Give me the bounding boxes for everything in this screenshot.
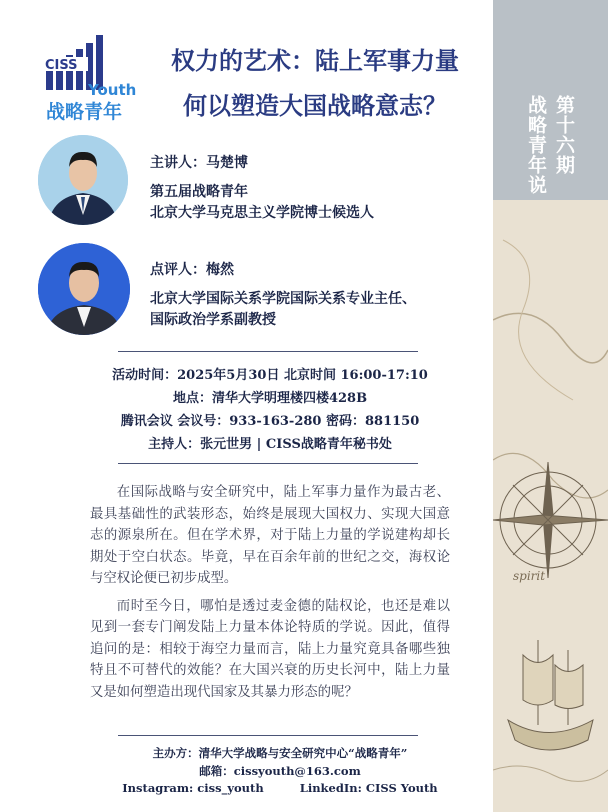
intro-paragraph-1: 在国际战略与安全研究中，陆上军事力量作为最古老、最具基础性的武装形态，始终是展现大国权力、实现大国意志的源泉所在。但在学术界，对于陆上力量的学说建构却长期处于空白状态。毕竟，早在百余年前的世纪之交，海权论与空权论便已初步成型。 (90, 485, 450, 586)
series-label: 第十六期 (553, 95, 575, 175)
speaker-title-1: 第五届战略青年 (150, 184, 248, 200)
instagram-handle: Instagram: ciss_youth (122, 781, 264, 795)
speaker-info (150, 153, 374, 224)
divider-middle (118, 463, 418, 464)
event-host: 主持人：张元世男 | CISS战略青年秘书处 (148, 437, 392, 452)
linkedin-handle: LinkedIn: CISS Youth (299, 781, 438, 795)
speaker-title-2: 北京大学马克思主义学院博士候选人 (150, 205, 374, 221)
organizer: 主办方：清华大学战略与安全研究中心“战略青年” (152, 746, 408, 760)
contact-email: 邮箱：cissyouth@163.com (199, 764, 361, 778)
ciss-youth-logo (38, 35, 138, 130)
divider-top (118, 351, 418, 352)
speaker-avatar (38, 135, 128, 225)
title-line-1: 权力的艺术：陆上军事力量 (171, 46, 459, 75)
logo-acronym: CISS (45, 58, 78, 73)
divider-bottom (118, 735, 418, 736)
commentator-role: 点评人：梅然 (150, 262, 234, 278)
commentator-info (150, 260, 416, 331)
event-place: 地点：清华大学明理楼四楼428B (172, 391, 368, 406)
intro-text (90, 482, 450, 703)
speaker-role: 主讲人：马楚博 (150, 155, 248, 171)
commentator-title-1: 北京大学国际关系学院国际关系专业主任、 (150, 291, 416, 307)
commentator-avatar (38, 243, 130, 335)
logo-youth: Youth (88, 81, 137, 99)
sidebar-panel (493, 0, 608, 812)
logo-name: 战略青年 (46, 101, 123, 123)
intro-paragraph-2: 而时至今日，哪怕是透过麦金德的陆权论，也还是难以见到一套专门阐发陆上力量本体论特质的学说。因此，值得追问的是：相较于海空力量而言，陆上力量究竟具备哪些独特且不可替代的效能？在大国兴衰的历史长河中，陆上力量又是如何塑造出现代国家及其暴力形态的呢？ (90, 598, 450, 700)
brand-label: 战略青年说 (525, 95, 547, 195)
social-links (100, 781, 460, 795)
commentator-title-2: 国际政治学系副教授 (150, 312, 276, 328)
map-text: spirit (513, 569, 546, 583)
title-line-2: 何以塑造大国战略意志？ (183, 91, 447, 120)
event-meeting: 腾讯会议 会议号：933-163-280 密码：881150 (120, 414, 420, 429)
map-illustration (493, 200, 608, 812)
page-title (150, 38, 480, 128)
event-time: 活动时间：2025年5月30日 北京时间 16:00-17:10 (112, 368, 428, 383)
